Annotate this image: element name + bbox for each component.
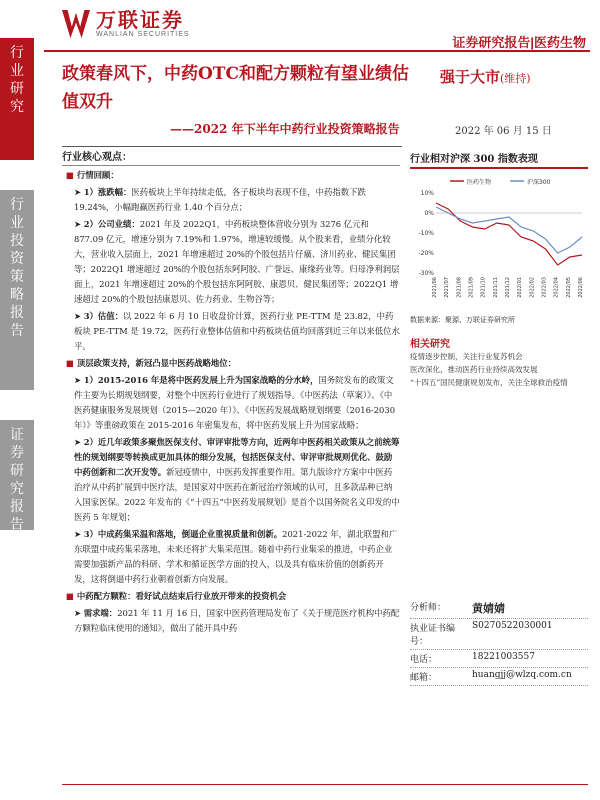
x-tick-label: 2022/02 — [529, 277, 536, 298]
side-tab-char: 策 — [10, 269, 24, 285]
x-tick-label: 2021/09 — [468, 277, 475, 298]
paragraph-lead: 2）近几年政策多聚焦医保支付、审评审批等方向，近两年中医药相关政策从之前统筹性的规划纲要等转换成更加具体的细分发展，包括医保支付、审评审批规则优化、鼓励中药创新和二次开发等。 — [74, 437, 400, 477]
bullet-paragraph — [62, 185, 400, 215]
related-title: 相关研究 — [410, 339, 450, 350]
bullet-paragraph — [62, 527, 400, 587]
y-tick-label: 10% — [420, 190, 434, 197]
y-tick-label: -20% — [418, 250, 434, 257]
title-divider — [62, 146, 402, 147]
paragraph-lead: 1）涨跌幅： — [83, 187, 132, 197]
x-tick-label: 2021/11 — [492, 277, 499, 298]
side-tab-securities-report — [0, 420, 34, 533]
x-tick-label: 2022/05 — [565, 277, 572, 298]
paragraph-text: 新冠疫情中，中医药发挥重要作用。第九版诊疗方案中中医药治疗从中药扩展到中医疗法，是国家对中医药在新冠治疗领域的认可，且多款品种已纳入国家医保。2022 年发布的《“十四五”中医药发展规划》是首个以国务院名义印发的中医药 5 年规划； — [74, 467, 400, 522]
paragraph-text: 2021 年及 2022Q1，中药板块整体营收分别为 3276 亿元和 877.09 亿元，增速分别为 7.19%和 1.97%，增速较缓慢。从个股来看，业绩分化较大，营业收入层面上，2021 年增速超过 20%的个股包括片仔癀、济川药业、健民集团等；2022Q1 增速超过 20%的个股包括东阿阿胶、广誉远、康缘药业等。归母净利润层面上，2021 年增速超过 20%的个股包括东阿阿胶、康恩贝、健民集团等；2022Q1 增速超过 20%的个股包括康恩贝、佐力药业、生物谷等； — [74, 219, 400, 304]
related-list — [410, 350, 588, 389]
bullet-arrow-icon: ➤ — [74, 311, 84, 321]
footer-divider — [62, 784, 588, 785]
analyst-row-value: 18221003557 — [472, 652, 535, 662]
bullet-paragraph — [62, 606, 400, 636]
brand-name-cn: 万联证券 — [96, 9, 184, 32]
wanlian-logo-icon — [62, 10, 90, 38]
side-tab-industry-research — [0, 38, 34, 160]
bullet-arrow-icon: ➤ — [74, 529, 84, 539]
main-content — [62, 150, 400, 638]
bullet-arrow-icon: ➤ — [74, 437, 84, 447]
bullet-square-icon: ■ — [66, 170, 77, 180]
bullet-heading-text: 行情回顾： — [76, 170, 119, 180]
x-tick-label: 2022/06 — [578, 277, 584, 298]
paragraph-text: 国务院发布的政策文件主要为长期规划纲要，对整个中医药行业进行了规划指导。《中医药法（草案）》、《中医药健康服务发展规划（2015—2020 年）》、《中医药发展战略规划纲要（2016-2030年）》等重磅政策在 2015-2016 年密集发布，将中医药发展上升为国家战略； — [74, 375, 396, 430]
side-tab-char: 研 — [10, 81, 24, 97]
content-items — [62, 168, 400, 636]
paragraph-text: 2021 年 11 月 16 日，国家中医药管理局发布了《关于规范医疗机构中药配方颗粒临床使用的通知》，做出了能开具中药 — [74, 608, 400, 633]
related-item[interactable]: 医改深化，推动医药行业持续高效发展 — [410, 365, 538, 374]
bullet-heading-text: 顶层政策支持，新冠凸显中医药战略地位： — [76, 358, 236, 368]
side-tab-char: 券 — [10, 445, 24, 461]
analyst-row-value: S0270522030001 — [472, 621, 553, 631]
analyst-row-label: 邮箱： — [410, 673, 438, 683]
x-tick-label: 2021/06 — [432, 277, 438, 298]
brand-logo — [62, 10, 190, 38]
analyst-row — [410, 619, 588, 650]
rating — [440, 66, 531, 87]
side-tab-char: 业 — [10, 63, 24, 79]
analyst-row — [410, 668, 588, 686]
bullet-paragraph — [62, 373, 400, 433]
x-tick-label: 2022/04 — [553, 277, 560, 298]
side-tab-char: 研 — [10, 463, 24, 479]
side-tab-char: 证 — [10, 427, 24, 443]
side-tab-char: 报 — [10, 305, 24, 321]
related-item[interactable]: 疫情逐步控制，关注行业复苏机会 — [410, 352, 523, 361]
bullet-square-icon: ■ — [66, 591, 77, 601]
bullet-arrow-icon: ➤ — [74, 608, 84, 618]
x-tick-label: 2021/08 — [456, 277, 463, 298]
bullet-heading-text: 中药配方颗粒：看好试点结束后行业放开带来的投资机会 — [76, 591, 287, 601]
legend-label: 沪深300 — [527, 179, 551, 186]
side-tab-char: 行 — [10, 45, 24, 61]
right-column — [410, 150, 588, 389]
side-tab-char: 投 — [10, 233, 24, 249]
rating-main: 强于大市 — [440, 68, 501, 86]
x-tick-label: 2021/12 — [505, 277, 511, 298]
x-tick-label: 2021/10 — [480, 277, 487, 298]
side-tab-char: 报 — [10, 499, 24, 515]
bullet-arrow-icon: ➤ — [74, 187, 84, 197]
paragraph-lead: 2）公司业绩： — [83, 219, 140, 229]
bullet-heading — [62, 168, 400, 183]
analyst-row-value: huangjj@wlzq.com.cn — [472, 670, 572, 680]
x-tick-label: 2022/01 — [517, 277, 524, 298]
side-tab-char: 究 — [10, 99, 24, 115]
bullet-square-icon: ■ — [66, 358, 77, 368]
side-tab-char: 告 — [10, 517, 24, 533]
report-category: 证券研究报告|医药生物 — [452, 35, 586, 50]
chart-title: 行业相对沪深 300 指数表现 — [410, 150, 588, 169]
bullet-heading — [62, 589, 400, 604]
report-title: 政策春风下，中药OTC和配方颗粒有望业绩估值双升 — [62, 64, 409, 112]
bullet-arrow-icon: ➤ — [74, 219, 84, 229]
analyst-label: 分析师： — [410, 603, 447, 613]
header-divider — [44, 50, 590, 52]
side-tab-char: 告 — [10, 323, 24, 339]
performance-chart — [410, 169, 588, 309]
side-tab-char: 业 — [10, 215, 24, 231]
y-tick-label: 0% — [424, 210, 434, 217]
side-tab-char: 行 — [10, 197, 24, 213]
side-tab-char: 究 — [10, 481, 24, 497]
analyst-box — [410, 598, 588, 686]
chart-source: 数据来源：聚源、万联证券研究所 — [410, 316, 515, 324]
bullet-paragraph — [62, 309, 400, 354]
related-item[interactable]: “十四五”国民健康规划发布，关注全球救治疫情 — [410, 378, 568, 387]
bullet-heading — [62, 356, 400, 371]
side-tab-char: 略 — [10, 287, 24, 303]
paragraph-text: 以 2022 年 6 月 10 日收盘价计算，医药行业 PE-TTM 是 23.82，中药板块 PE-TTM 是 19.72，医药行业整体估值和中药板块估值均回落到近三年以来低位水平。 — [74, 311, 400, 351]
brand-name-en: WANLIAN SECURITIES — [96, 30, 190, 38]
x-tick-label: 2022/03 — [541, 277, 548, 298]
section-title: 行业核心观点： — [62, 150, 400, 166]
paragraph-text: 2021-2022 年，湖北联盟和广东联盟中成药集采落地，未来还将扩大集采范围。随着中药行业集采的推进，中药企业需要加强新产品的科研、学术和循证医学方面的投入，以及具有临床价值的创新药开发，这将倒逼中药行业朝着创新方向发展。 — [74, 529, 398, 584]
series-line-0 — [436, 203, 582, 265]
analyst-row — [410, 650, 588, 668]
legend-label: 医药生物 — [467, 179, 492, 186]
analyst-row-label: 电话： — [410, 655, 438, 665]
bullet-arrow-icon: ➤ — [74, 375, 84, 385]
analyst-row-label: 执业证书编号： — [410, 624, 456, 647]
paragraph-lead: 需求端： — [83, 608, 118, 618]
side-tabs — [0, 0, 34, 800]
analyst-name: 黄婧婧 — [472, 602, 505, 615]
rating-sub: (维持) — [500, 72, 531, 85]
paragraph-lead: 1）2015-2016 年是将中医药发展上升为国家战略的分水岭， — [83, 375, 319, 385]
paragraph-lead: 3）估值： — [83, 311, 124, 321]
x-tick-label: 2021/07 — [444, 277, 451, 298]
report-subtitle: ——2022 年下半年中药行业投资策略报告 — [170, 122, 400, 136]
y-tick-label: -10% — [418, 230, 434, 237]
bullet-paragraph — [62, 435, 400, 525]
series-line-1 — [436, 207, 582, 253]
y-tick-label: -30% — [418, 270, 434, 277]
paragraph-text: 医药板块上半年持续走低，各子板块均表现不佳，中药指数下跌 19.24%，小幅跑赢医药行业 1.40 个百分点； — [74, 187, 366, 212]
bullet-paragraph — [62, 217, 400, 307]
paragraph-lead: 3）中成药集采温和落地，倒逼企业重视质量和创新。 — [83, 529, 283, 539]
side-tab-strategy-report — [0, 190, 34, 390]
side-tab-char: 资 — [10, 251, 24, 267]
report-date: 2022 年 06 月 15 日 — [455, 126, 552, 137]
